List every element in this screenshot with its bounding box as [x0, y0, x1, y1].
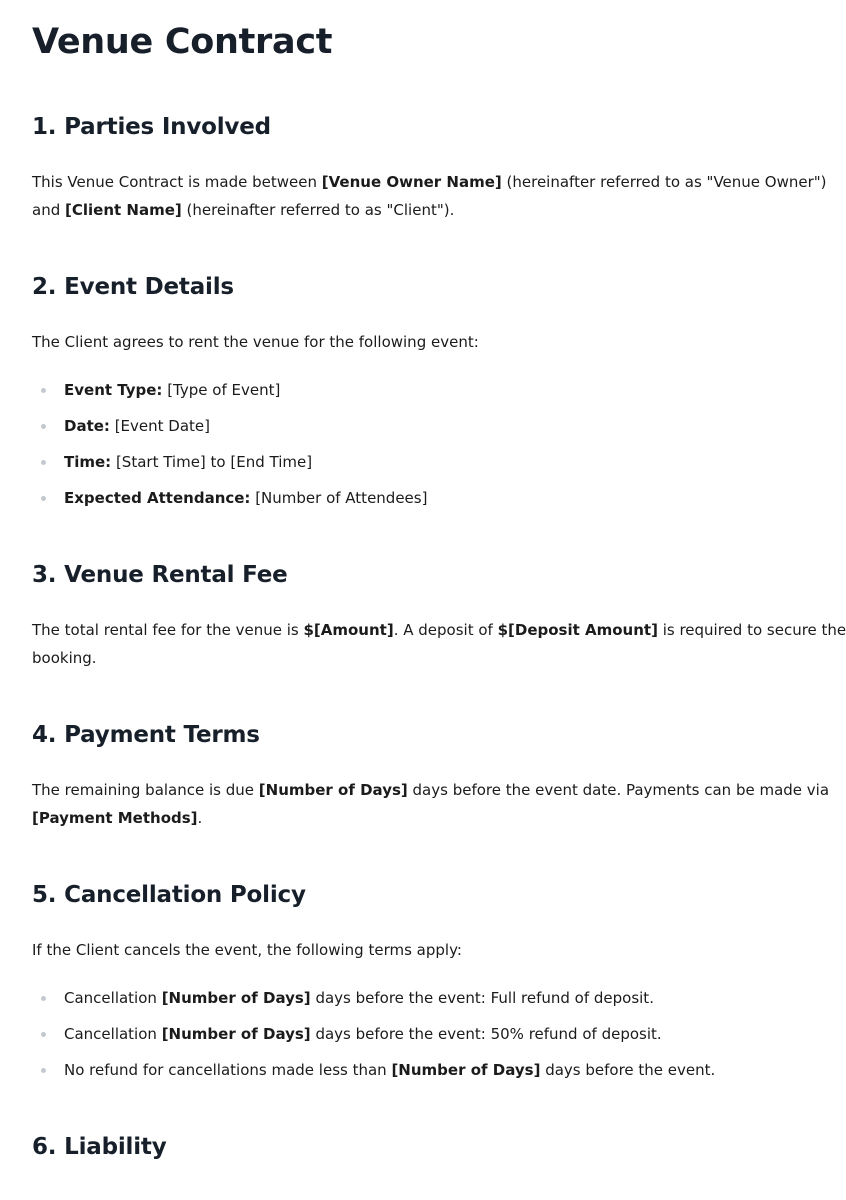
section-heading-payment-terms: 4. Payment Terms	[32, 722, 260, 748]
list-item	[32, 452, 427, 488]
text-run: days before the event.	[540, 1061, 716, 1079]
text-run: (hereinafter referred to as "Client").	[181, 201, 455, 219]
list-item-label: Expected Attendance:	[64, 489, 251, 507]
placeholder-number-of-days: [Number of Days]	[391, 1061, 541, 1079]
section-body-rental-fee	[32, 616, 846, 672]
event-details-list	[32, 380, 427, 524]
list-item	[32, 1060, 715, 1096]
cancellation-terms-list	[32, 988, 715, 1096]
text-run: Cancellation	[64, 989, 162, 1007]
placeholder-number-of-days: [Number of Days]	[161, 1025, 311, 1043]
list-item	[32, 380, 427, 416]
text-run: days before the event: 50% refund of deposit.	[310, 1025, 662, 1043]
placeholder-number-of-days: [Number of Days]	[161, 989, 311, 1007]
text-run: Cancellation	[64, 1025, 162, 1043]
text-run: . A deposit of	[393, 621, 498, 639]
text-run: booking.	[32, 649, 97, 667]
section-heading-cancellation: 5. Cancellation Policy	[32, 882, 306, 908]
text-run: This Venue Contract is made between	[32, 173, 322, 191]
text-run: days before the event: Full refund of deposit.	[310, 989, 654, 1007]
list-item	[32, 988, 715, 1024]
placeholder-payment-methods: [Payment Methods]	[32, 809, 198, 827]
placeholder-venue-owner-name: [Venue Owner Name]	[321, 173, 502, 191]
text-run: (hereinafter referred to as "Venue Owner")	[501, 173, 827, 191]
text-run: and	[32, 201, 65, 219]
page-title: Venue Contract	[32, 22, 333, 62]
section-body-parties	[32, 168, 827, 224]
list-item-label: Time:	[64, 453, 112, 471]
text-run: The remaining balance is due	[32, 781, 259, 799]
list-item-value: [Number of Attendees]	[250, 489, 428, 507]
placeholder-client-name: [Client Name]	[65, 201, 182, 219]
section-intro-event-details: The Client agrees to rent the venue for the following event:	[32, 333, 479, 351]
list-item-value: [Type of Event]	[162, 381, 281, 399]
list-item	[32, 416, 427, 452]
placeholder-amount: $[Amount]	[303, 621, 394, 639]
section-heading-liability: 6. Liability	[32, 1134, 167, 1160]
list-item-label: Event Type:	[64, 381, 163, 399]
section-body-payment-terms	[32, 776, 830, 832]
placeholder-deposit-amount: $[Deposit Amount]	[497, 621, 658, 639]
list-item	[32, 488, 427, 524]
text-run: is required to secure the	[657, 621, 846, 639]
list-item-value: [Event Date]	[109, 417, 210, 435]
section-heading-parties: 1. Parties Involved	[32, 114, 271, 140]
text-run: .	[197, 809, 203, 827]
list-item-label: Date:	[64, 417, 110, 435]
section-intro-cancellation: If the Client cancels the event, the following terms apply:	[32, 941, 462, 959]
section-heading-event-details: 2. Event Details	[32, 274, 234, 300]
text-run: days before the event date. Payments can be made via	[407, 781, 830, 799]
list-item	[32, 1024, 715, 1060]
section-heading-rental-fee: 3. Venue Rental Fee	[32, 562, 288, 588]
placeholder-number-of-days: [Number of Days]	[258, 781, 408, 799]
text-run: The total rental fee for the venue is	[32, 621, 304, 639]
text-run: No refund for cancellations made less than	[64, 1061, 392, 1079]
list-item-value: [Start Time] to [End Time]	[111, 453, 313, 471]
